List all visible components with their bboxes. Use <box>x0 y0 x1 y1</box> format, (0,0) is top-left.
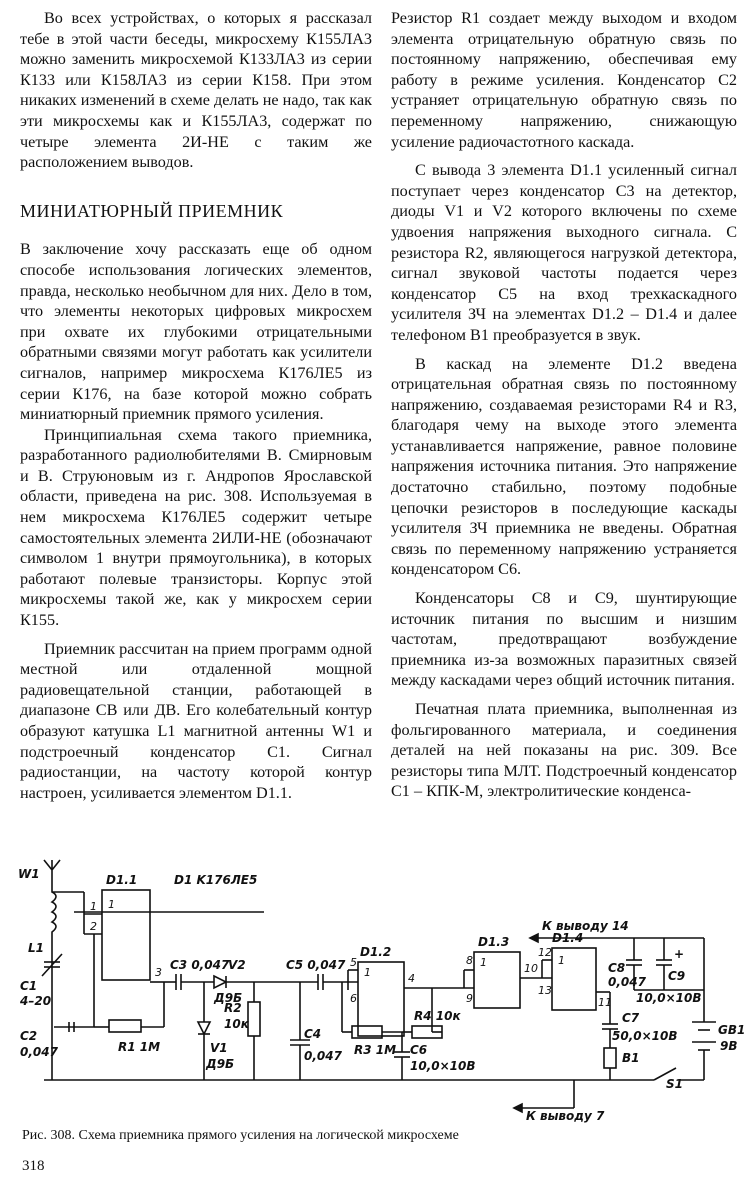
label-c2: C2 <box>20 1029 38 1043</box>
paragraph: Конденсаторы С8 и С9, шунтирующие источник питания по высшим и низшим частотам, предотвращают возбуждение приемника из-за возможных паразитных связей между каскадами через общий источник питания. <box>391 589 737 690</box>
paragraph: Печатная плата приемника, выполненная из фольгированного материала, и соединения деталей на ней показаны на рис. 309. Все резисторы типа МЛТ. Подстроечный конденсатор С1 – КПК-М, электролитические конденса- <box>391 700 737 801</box>
pin-label: 9 <box>466 992 473 1005</box>
label-r2: R2 <box>224 1001 242 1015</box>
pin-label: 13 <box>538 984 552 997</box>
circuit-schematic <box>14 852 744 1132</box>
label-d13: D1.3 <box>478 935 510 949</box>
paragraph: Во всех устройствах, о которых я рассказал тебе в этой части беседы, микросхему К155ЛА3 можно заменить микросхемой К133ЛА3 из серии К133 или К158ЛА3 из серии К158. При этом никаких изменений в схеме делать не надо, так как эти микросхемы как и К155ЛА3, содержат по четыре элемента 2И-НЕ с таким же расположением выводов. <box>20 9 372 172</box>
gate-symbol: 1 <box>480 956 487 969</box>
pin-label: 1 <box>90 900 97 913</box>
label-c4: C4 <box>304 1027 322 1041</box>
label-gb1-value: 9В <box>720 1039 738 1053</box>
pin-label: 12 <box>538 946 552 959</box>
label-s1: S1 <box>666 1077 683 1091</box>
label-c1: C1 <box>20 979 38 993</box>
label-v2-type: Д9Б <box>214 991 243 1005</box>
right-column <box>391 8 737 802</box>
label-c9-value: 10,0×10В <box>636 991 702 1005</box>
label-c8: C8 <box>608 961 626 975</box>
label-c3: C3 0,047 <box>170 958 230 972</box>
page-number: 318 <box>22 1158 45 1174</box>
paragraph: В заключение хочу рассказать еще об одном способе использования логических элементов, правда, несколько необычном для них. Дело в том, что элементы некоторых цифровых микросхем при охвате их глубокими отрицательными обратными связями могут работать как усилители сигналов, например микросхема К176ЛЕ5 из серии К176, на базе которой можно собрать миниатюрный приемник прямого усиления. <box>20 240 372 424</box>
pin-label: 10 <box>524 962 538 975</box>
paragraph: Приемник рассчитан на прием программ одной местной или отдаленной мощной радиовещательной станции, работающей в диапазоне СВ или ДВ. Его колебательный контур образуют катушка L1 магнитной антенны W1 и подстроечный конденсатор С1. Сигнал радиостанции, на частоту которой контур настроен, усиливается элементом D1.1. <box>20 639 372 802</box>
label-v2: V2 <box>228 958 246 972</box>
label-c1-value: 4–20 <box>20 994 52 1008</box>
label-c6-value: 10,0×10В <box>410 1059 476 1073</box>
label-c2-value: 0,047 <box>20 1045 58 1059</box>
label-pin14: К выводу 14 <box>542 919 629 933</box>
gate-symbol: 1 <box>558 954 565 967</box>
pin-label: 6 <box>350 992 357 1005</box>
label-r4: R4 10к <box>414 1009 461 1023</box>
section-heading: МИНИАТЮРНЫЙ ПРИЕМНИК <box>20 200 284 221</box>
left-column <box>20 8 372 803</box>
paragraph: Принципиальная схема такого приемника, разработанного радиолюбителями В. Смирновым и В. Струюновым из г. Андропов Ярославской области, приведена на рис. 308. Используемая в нем микросхема К176ЛЕ5 содержит четыре самостоятельных элемента 2ИЛИ-НЕ (обозначают символом 1 внутри прямоугольника), в которых работают полевые транзисторы. Корпус этой микросхемы такой же, как у микросхем серии К155. <box>20 425 372 630</box>
label-d1-title: D1 K176ЛЕ5 <box>174 873 258 887</box>
label-c6: C6 <box>410 1043 428 1057</box>
figure-caption: Рис. 308. Схема приемника прямого усиления на логической микросхеме <box>22 1128 459 1143</box>
label-v1: V1 <box>210 1041 228 1055</box>
pin-label: 5 <box>350 956 357 969</box>
label-d11: D1.1 <box>106 873 138 887</box>
schematic-labels <box>18 867 744 1123</box>
label-pin7: К выводу 7 <box>526 1109 605 1123</box>
gate-symbol: 1 <box>108 898 115 911</box>
label-d14: D1.4 <box>552 931 584 945</box>
pin-label: 4 <box>408 972 415 985</box>
schematic-svg <box>14 852 744 1132</box>
label-r1: R1 1М <box>118 1040 161 1054</box>
label-c4-value: 0,047 <box>304 1049 342 1063</box>
pin-label: 8 <box>466 954 473 967</box>
label-c5: C5 0,047 <box>286 958 346 972</box>
label-r2-value: 10к <box>224 1017 249 1031</box>
label-c8-value: 0,047 <box>608 975 646 989</box>
label-c7-value: 50,0×10В <box>612 1029 678 1043</box>
pin-label: 3 <box>155 966 162 979</box>
plus-sign: + <box>674 947 685 961</box>
pin-label: 2 <box>90 920 97 933</box>
label-b1: B1 <box>622 1051 640 1065</box>
paragraph: Резистор R1 создает между выходом и входом элемента отрицательную обратную связь по постоянному напряжению, обеспечивая ему работу в режиме усиления. Конденсатор С2 устраняет отрицательную обратную связь по переменному напряжению, снижающую усиление радиочастотного каскада. <box>391 9 737 151</box>
label-w1: W1 <box>18 867 40 881</box>
label-l1: L1 <box>28 941 44 955</box>
label-r3: R3 1М <box>354 1043 397 1057</box>
label-d12: D1.2 <box>360 945 392 959</box>
label-c7: C7 <box>622 1011 640 1025</box>
label-c9: C9 <box>668 969 686 983</box>
label-gb1: GB1 <box>718 1023 744 1037</box>
paragraph: В каскад на элементе D1.2 введена отрицательная обратная связь по постоянному напряжению, создаваемая резисторами R4 и R3, благодаря чему на выходе этого элемента устанавливается напряжение, равное половине напряжения источника питания. Это напряжение достаточно стабильно, поэтому подобные цепочки резисторов в последующие каскады усилителя ЗЧ приемника не введены. Обратная связь по переменному напряжению устраняется конденсатором С6. <box>391 354 737 579</box>
pin-label: 11 <box>598 996 612 1009</box>
label-v1-type: Д9Б <box>206 1057 235 1071</box>
paragraph: С вывода 3 элемента D1.1 усиленный сигнал поступает через конденсатор С3 на детектор, диоды V1 и V2 которого включены по схеме удвоения напряжения выходного сигнала. С резистора R2, являющегося нагрузкой детектора, сигнал звуковой частоты подается через конденсатор С5 на вход трехкаскадного усилителя ЗЧ на элементах D1.2 – D1.4 и далее телефоном В1 преобразуется в звук. <box>391 161 737 344</box>
gate-symbol: 1 <box>364 966 371 979</box>
